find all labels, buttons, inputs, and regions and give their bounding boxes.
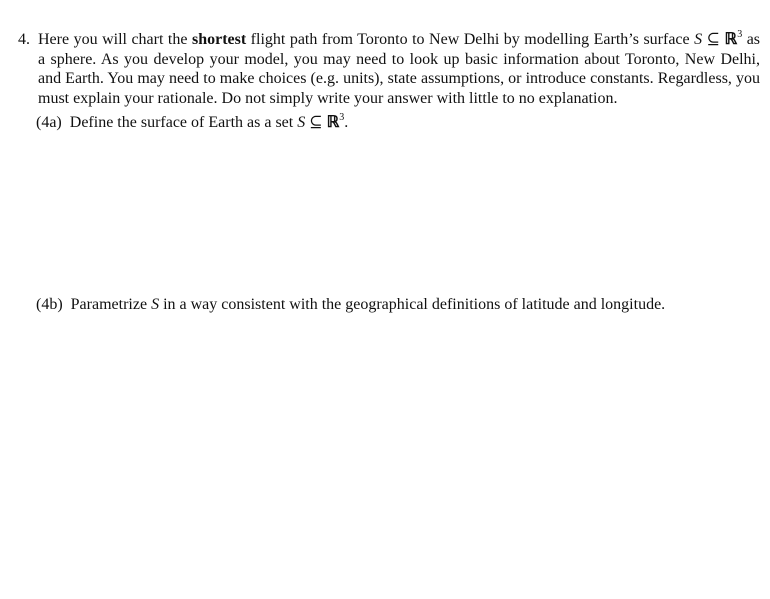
subset-symbol: ⊆: [305, 114, 327, 131]
set-s-symbol: S: [151, 296, 160, 313]
set-s-symbol: S: [297, 114, 306, 131]
statement-text-1: Here you will chart the: [38, 31, 192, 48]
reals-symbol: ℝ: [326, 114, 340, 131]
set-s-symbol: S: [694, 31, 703, 48]
problem-number: 4.: [18, 31, 30, 48]
problem-4: [18, 30, 760, 108]
part-4a-period: .: [344, 114, 349, 131]
part-4a-label: (4a): [36, 114, 62, 131]
part-4b: [36, 295, 760, 315]
part-4b-label: (4b): [36, 296, 63, 313]
subset-symbol: ⊆: [702, 31, 725, 48]
statement-text-2: flight path from Toronto to New Delhi by modelling Earth’s surface: [246, 31, 695, 48]
statement-text-3: as a sphere. As you develop your model, you may need to look up basic information about Toronto, New Delhi, and Earth. You may need to make choices (e.g. units), state assumptions, or introduce constants. Regardless, you must explain your rationale. Do not simply write your answer with little to no explanation.: [38, 31, 761, 107]
problem-statement: [38, 30, 760, 108]
part-4b-text-2: in a way consistent with the geographical definitions of latitude and longitude.: [159, 296, 666, 313]
reals-symbol: ℝ: [724, 31, 738, 48]
part-4a-text: Define the surface of Earth as a set: [69, 114, 298, 131]
reals-exponent: 3: [737, 29, 743, 40]
part-4a: [36, 113, 760, 133]
statement-bold-word: shortest: [191, 31, 247, 48]
reals-exponent: 3: [339, 112, 345, 123]
part-4b-text-1: Parametrize: [70, 296, 152, 313]
